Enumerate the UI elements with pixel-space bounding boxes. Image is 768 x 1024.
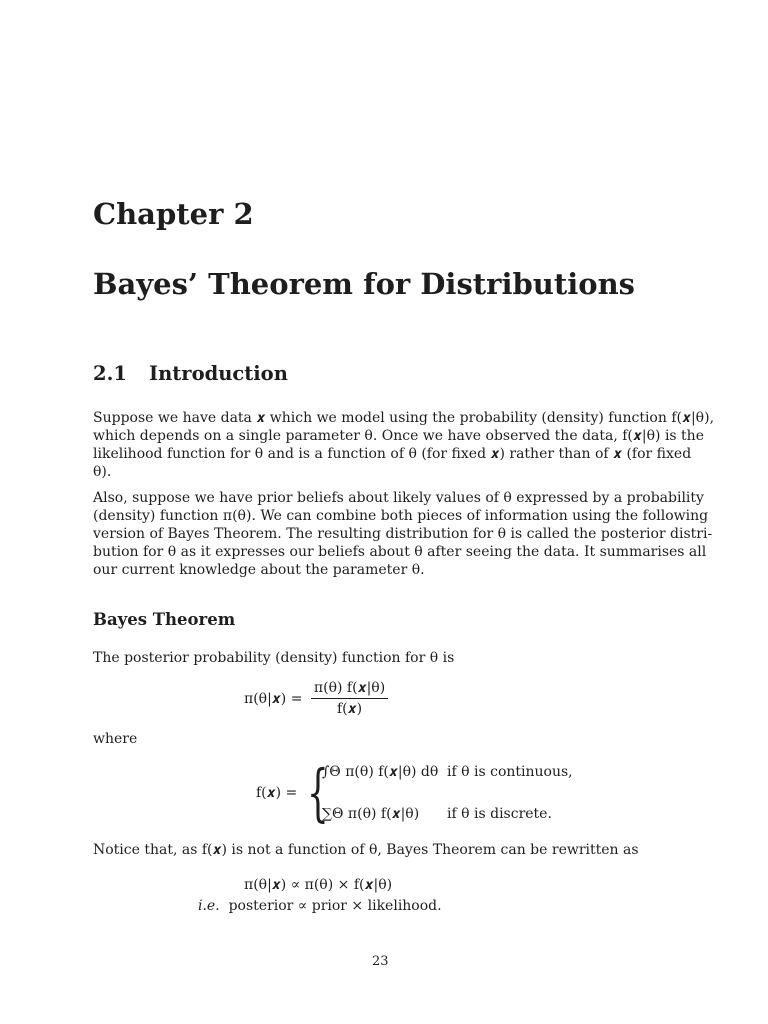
section-title: Introduction (149, 362, 288, 385)
proportional-equation: π(θ|𝒙) ∝ π(θ) × f(𝒙|θ) (244, 877, 393, 893)
notice-sentence: Notice that, as f(𝒙) is not a function of θ, Bayes Theorem can be rewritten as (93, 842, 639, 858)
paragraph-line: Suppose we have data 𝒙 which we model using the probability (density) function f(𝒙|θ), (93, 410, 715, 426)
condition-continuous: if θ is continuous, (447, 764, 573, 780)
proportional-words: posterior ∝ prior × likelihood. (228, 898, 442, 914)
paragraph-line: θ). (93, 464, 112, 480)
case-discrete: ∑Θ π(θ) f(𝒙|θ) (322, 806, 420, 822)
posterior-equation (244, 680, 388, 717)
paragraph-line: Also, suppose we have prior beliefs about likely values of θ expressed by a probability (93, 490, 704, 506)
ie-label: i.e. (198, 898, 220, 914)
posterior-fraction (311, 680, 388, 717)
bayes-theorem-heading: Bayes Theorem (93, 610, 236, 629)
proportional-words-line (198, 898, 442, 914)
paragraph-line: version of Bayes Theorem. The resulting distribution for θ is called the posterior distri- (93, 526, 713, 542)
paragraph-line: likelihood function for θ and is a function of θ (for fixed 𝒙) rather than of 𝒙 (for fixed (93, 446, 692, 462)
posterior-intro: The posterior probability (density) function for θ is (93, 650, 455, 666)
fx-lhs: f(𝒙) = (256, 785, 298, 801)
section-number: 2.1 (93, 362, 127, 385)
where-label: where (93, 731, 138, 747)
intro-paragraph-1 (93, 409, 715, 481)
intro-paragraph-2 (93, 489, 713, 579)
chapter-label: Chapter 2 (93, 197, 254, 231)
page-number: 23 (372, 954, 389, 969)
case-continuous: ∫Θ π(θ) f(𝒙|θ) dθ (322, 764, 439, 780)
chapter-title: Bayes’ Theorem for Distributions (93, 267, 635, 301)
paragraph-line: bution for θ as it expresses our beliefs about θ after seeing the data. It summarises all (93, 544, 707, 560)
paragraph-line: (density) function π(θ). We can combine both pieces of information using the following (93, 508, 709, 524)
paragraph-line: our current knowledge about the parameter θ. (93, 562, 425, 578)
fraction-denominator: f(𝒙) (337, 701, 363, 717)
paragraph-line: which depends on a single parameter θ. Once we have observed the data, f(𝒙|θ) is the (93, 428, 704, 444)
fraction-numerator: π(θ) f(𝒙|θ) (311, 680, 388, 699)
posterior-lhs: π(θ|𝒙) = (244, 690, 303, 707)
condition-discrete: if θ is discrete. (447, 806, 552, 822)
left-brace-symbol: { (307, 756, 329, 829)
section-heading (93, 362, 288, 385)
